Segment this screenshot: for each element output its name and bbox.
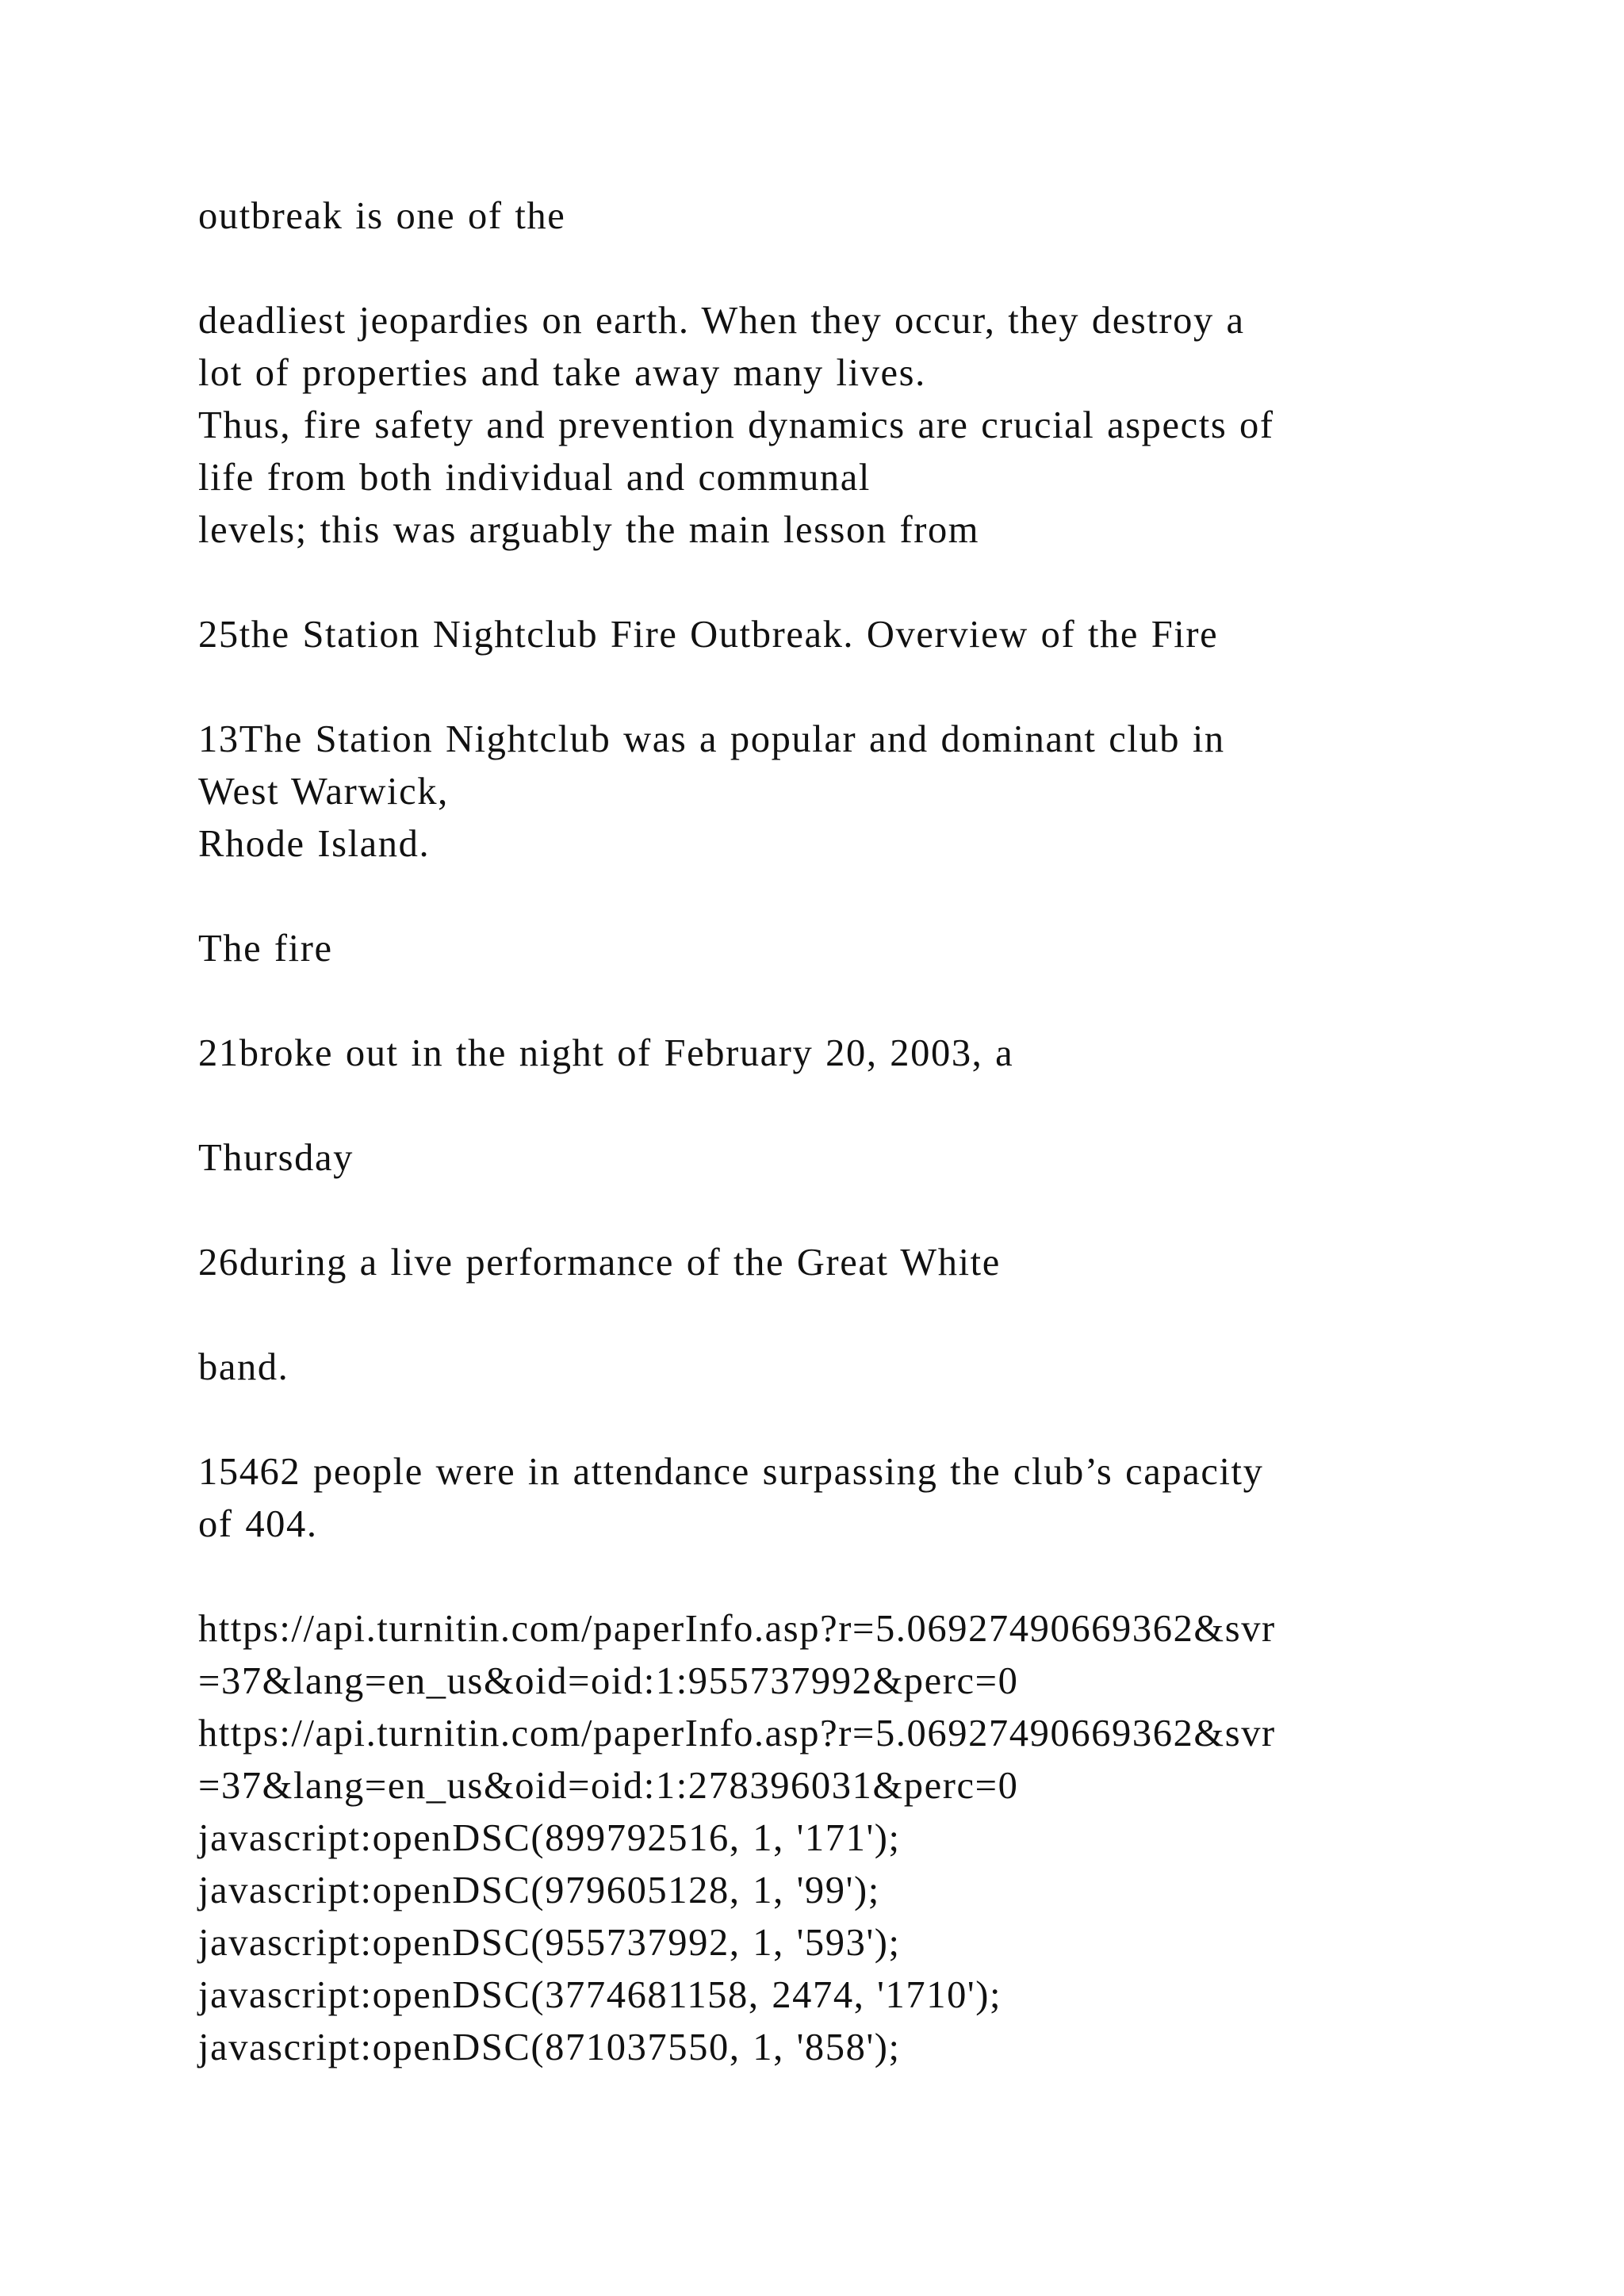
text-line: lot of properties and take away many lives. — [198, 352, 926, 394]
paragraph — [198, 1446, 1507, 1551]
text-line: 26during a live performance of the Great White — [198, 1242, 1001, 1284]
text-line: The fire — [198, 928, 333, 970]
reference-script: javascript:openDSC(899792516, 1, '171'); — [198, 1817, 901, 1859]
text-line: Thursday — [198, 1137, 354, 1179]
paragraph — [198, 1027, 1507, 1080]
reference-script: javascript:openDSC(979605128, 1, '99'); — [198, 1869, 880, 1911]
paragraph — [198, 609, 1507, 661]
text-line: Thus, fire safety and prevention dynamics are crucial aspects of — [198, 404, 1274, 446]
text-line: 25the Station Nightclub Fire Outbreak. Overview of the Fire — [198, 614, 1219, 656]
text-line: life from both individual and communal — [198, 457, 871, 499]
text-line: 21broke out in the night of February 20, 2003, a — [198, 1032, 1014, 1074]
text-line: levels; this was arguably the main lesson from — [198, 509, 980, 551]
reference-url: =37&lang=en_us&oid=oid:1:278396031&perc=0 — [198, 1765, 1019, 1807]
text-line: 13The Station Nightclub was a popular and dominant club in — [198, 718, 1225, 760]
reference-script: javascript:openDSC(871037550, 1, '858'); — [198, 2026, 901, 2068]
paragraph — [198, 1132, 1507, 1184]
text-line: band. — [198, 1346, 289, 1388]
reference-url: https://api.turnitin.com/paperInfo.asp?r=5.06927490669362&svr — [198, 1712, 1276, 1755]
text-line: of 404. — [198, 1503, 318, 1545]
reference-list — [198, 1603, 1507, 2074]
paragraph — [198, 295, 1507, 557]
paragraph — [198, 714, 1507, 871]
text-line: 15462 people were in attendance surpassing the club’s capacity — [198, 1451, 1264, 1493]
text-line: outbreak is one of the — [198, 195, 566, 237]
text-line: Rhode Island. — [198, 823, 431, 865]
paragraph — [198, 1341, 1507, 1394]
reference-script: javascript:openDSC(3774681158, 2474, '1710'); — [198, 1974, 1002, 2016]
text-line: deadliest jeopardies on earth. When they occur, they destroy a — [198, 300, 1245, 342]
reference-url: =37&lang=en_us&oid=oid:1:955737992&perc=0 — [198, 1660, 1019, 1702]
reference-script: javascript:openDSC(955737992, 1, '593'); — [198, 1922, 901, 1964]
text-line: West Warwick, — [198, 771, 449, 813]
paragraph — [198, 923, 1507, 975]
document-body — [198, 190, 1507, 2074]
paragraph — [198, 190, 1507, 243]
paragraph — [198, 1237, 1507, 1289]
reference-url: https://api.turnitin.com/paperInfo.asp?r=5.06927490669362&svr — [198, 1608, 1276, 1650]
